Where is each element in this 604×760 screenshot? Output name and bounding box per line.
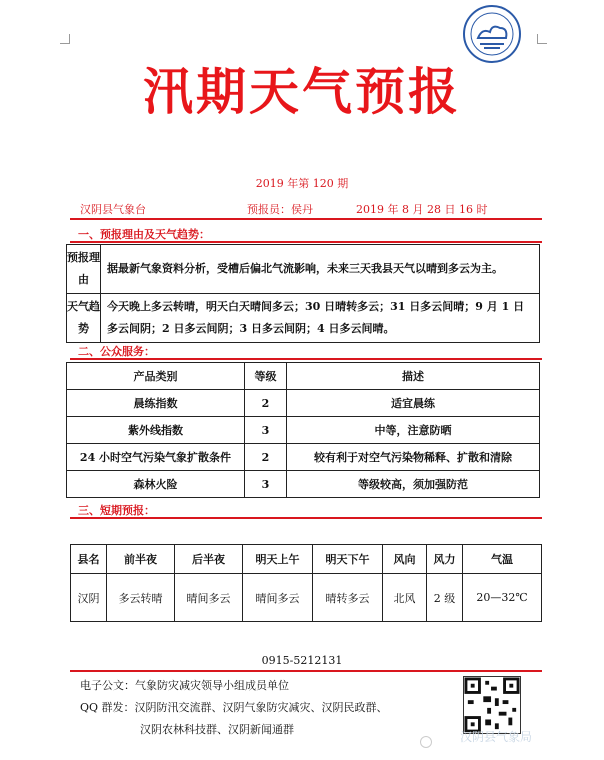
table-row — [71, 574, 542, 622]
section2-title: 二、公众服务： — [78, 345, 155, 358]
row-label: 天气趋势 — [67, 294, 101, 343]
table-cell: 森林火险 — [67, 471, 245, 498]
issue-number: 2019 年第 120 期 — [255, 177, 349, 190]
table-cell: 中等，注意防晒 — [287, 417, 540, 444]
email-line: 电子公文：气象防灾减灾领导小组成员单位 — [80, 679, 289, 692]
table-cell: 2 级 — [427, 574, 463, 622]
forecast-reason-table — [66, 244, 540, 343]
table-row — [67, 390, 540, 417]
table-row — [67, 294, 540, 343]
qq-line: QQ 群发：汉阴防汛交流群、汉阴气象防灾减灾、汉阴民政群、 — [80, 701, 388, 714]
crop-mark-right — [537, 34, 547, 44]
column-header: 明天下午 — [313, 545, 383, 574]
footer-divider — [70, 670, 542, 672]
table-cell: 等级较高，须加强防范 — [287, 471, 540, 498]
table-cell: 3 — [245, 471, 287, 498]
watermark-text: 汉阴县气象局 — [460, 730, 533, 744]
qr-code-icon — [463, 676, 521, 734]
row-label: 预报理由 — [67, 245, 101, 294]
column-header: 县名 — [71, 545, 107, 574]
public-service-table — [66, 362, 540, 498]
table-cell: 晨练指数 — [67, 390, 245, 417]
table-cell: 晴间多云 — [175, 574, 243, 622]
column-header: 描述 — [287, 363, 540, 390]
column-header: 后半夜 — [175, 545, 243, 574]
row-text: 据最新气象资料分析，受槽后偏北气流影响，未来三天我县天气以晴到多云为主。 — [101, 245, 540, 294]
table-cell: 紫外线指数 — [67, 417, 245, 444]
table-cell: 适宜晨练 — [287, 390, 540, 417]
section2-divider — [70, 358, 542, 360]
column-header: 风力 — [427, 545, 463, 574]
section3-divider — [70, 517, 542, 519]
table-cell: 24 小时空气污染气象扩散条件 — [67, 444, 245, 471]
loop-icon — [420, 736, 432, 748]
column-header: 气温 — [463, 545, 542, 574]
table-cell: 2 — [245, 444, 287, 471]
table-row — [67, 417, 540, 444]
column-header: 前半夜 — [107, 545, 175, 574]
table-cell: 较有利于对空气污染物稀释、扩散和清除 — [287, 444, 540, 471]
column-header: 产品类别 — [67, 363, 245, 390]
contact-phone: 0915-5212131 — [261, 654, 343, 667]
table-row — [67, 245, 540, 294]
table-cell: 汉阴 — [71, 574, 107, 622]
meteorology-logo — [462, 4, 522, 64]
forecaster: 预报员：侯丹 — [247, 203, 313, 216]
section1-title: 一、预报理由及天气趋势： — [78, 228, 210, 241]
row-text: 今天晚上多云转晴，明天白天晴间多云；30 日晴转多云；31 日多云间晴；9 月 1 日多云间阴；2 日多云间阴；3 日多云间阴；4 日多云间晴。 — [101, 294, 540, 343]
issue-datetime: 2019 年 8 月 28 日 16 时 — [356, 203, 488, 216]
table-cell: 3 — [245, 417, 287, 444]
table-cell: 多云转晴 — [107, 574, 175, 622]
section1-divider — [70, 241, 542, 243]
column-header: 等级 — [245, 363, 287, 390]
agency-name: 汉阴县气象台 — [80, 203, 146, 216]
section3-title: 三、短期预报： — [78, 504, 155, 517]
crop-mark-left — [60, 34, 70, 44]
table-cell: 2 — [245, 390, 287, 417]
header-divider — [70, 218, 542, 220]
qq-line-continued: 汉阴农林科技群、汉阴新闻通群 — [140, 723, 294, 736]
table-cell: 北风 — [383, 574, 427, 622]
column-header: 风向 — [383, 545, 427, 574]
table-cell: 20—32℃ — [463, 574, 542, 622]
table-row — [67, 444, 540, 471]
table-cell: 晴间多云 — [243, 574, 313, 622]
short-term-forecast-table — [70, 544, 542, 622]
table-cell: 晴转多云 — [313, 574, 383, 622]
page-title: 汛期天气预报 — [143, 62, 461, 121]
column-header: 明天上午 — [243, 545, 313, 574]
table-row — [67, 471, 540, 498]
